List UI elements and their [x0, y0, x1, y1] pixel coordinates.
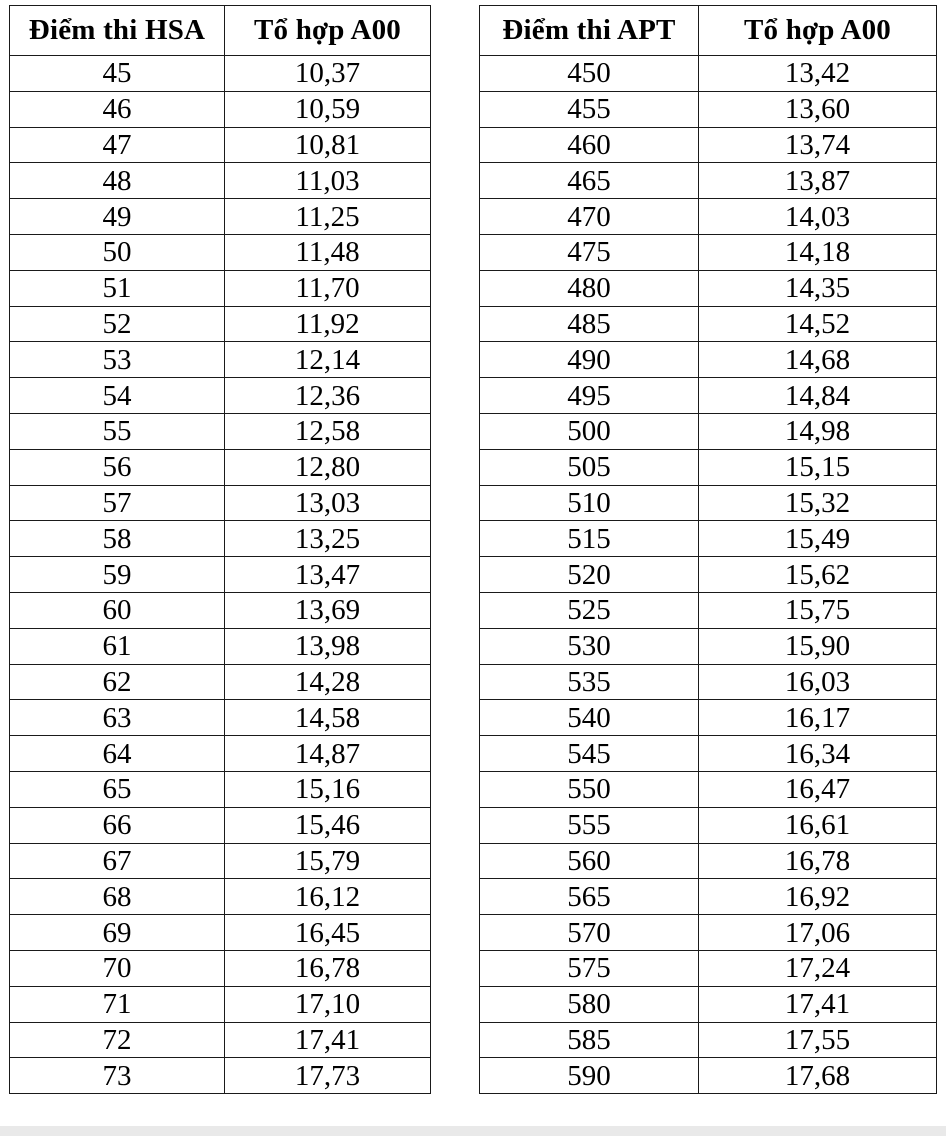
- table-row: [10, 592, 431, 628]
- table-row: [480, 915, 937, 951]
- exam-score-cell: 490: [480, 342, 699, 378]
- exam-score-cell: 460: [480, 127, 699, 163]
- exam-score-cell: 49: [10, 199, 225, 235]
- exam-score-cell: 495: [480, 378, 699, 414]
- table-row: [10, 56, 431, 92]
- a00-score-cell: 15,62: [699, 557, 937, 593]
- table-row: [10, 1022, 431, 1058]
- table-row: [480, 592, 937, 628]
- table-row: [10, 628, 431, 664]
- table-row: [480, 736, 937, 772]
- a00-score-cell: 10,81: [225, 127, 431, 163]
- exam-score-cell: 560: [480, 843, 699, 879]
- exam-score-cell: 73: [10, 1058, 225, 1094]
- a00-score-cell: 17,73: [225, 1058, 431, 1094]
- exam-score-cell: 67: [10, 843, 225, 879]
- table-row: [480, 843, 937, 879]
- exam-score-cell: 450: [480, 56, 699, 92]
- table-row: [480, 449, 937, 485]
- hsa-table-body: [10, 56, 431, 1094]
- a00-score-cell: 17,41: [699, 986, 937, 1022]
- exam-score-cell: 530: [480, 628, 699, 664]
- a00-score-cell: 16,12: [225, 879, 431, 915]
- a00-score-cell: 15,16: [225, 771, 431, 807]
- exam-score-cell: 68: [10, 879, 225, 915]
- table-row: [10, 664, 431, 700]
- table-header-row: [10, 6, 431, 56]
- exam-score-cell: 72: [10, 1022, 225, 1058]
- exam-score-cell: 66: [10, 807, 225, 843]
- exam-score-cell: 575: [480, 950, 699, 986]
- table-row: [10, 199, 431, 235]
- a00-score-cell: 17,41: [225, 1022, 431, 1058]
- a00-score-cell: 14,84: [699, 378, 937, 414]
- a00-score-cell: 13,60: [699, 91, 937, 127]
- table-header-row: [480, 6, 937, 56]
- table-row: [480, 127, 937, 163]
- a00-score-cell: 15,90: [699, 628, 937, 664]
- table-row: [480, 1022, 937, 1058]
- exam-score-cell: 61: [10, 628, 225, 664]
- table-row: [10, 986, 431, 1022]
- table-row: [10, 91, 431, 127]
- exam-score-cell: 60: [10, 592, 225, 628]
- header-apt-score: Điểm thi APT: [480, 6, 699, 56]
- a00-score-cell: 13,47: [225, 557, 431, 593]
- table-row: [10, 306, 431, 342]
- a00-score-cell: 16,61: [699, 807, 937, 843]
- exam-score-cell: 480: [480, 270, 699, 306]
- table-row: [480, 700, 937, 736]
- table-row: [10, 843, 431, 879]
- table-row: [10, 1058, 431, 1094]
- table-row: [10, 378, 431, 414]
- exam-score-cell: 570: [480, 915, 699, 951]
- a00-score-cell: 17,24: [699, 950, 937, 986]
- a00-score-cell: 16,17: [699, 700, 937, 736]
- table-row: [480, 664, 937, 700]
- a00-score-cell: 11,48: [225, 234, 431, 270]
- exam-score-cell: 555: [480, 807, 699, 843]
- table-row: [480, 771, 937, 807]
- a00-score-cell: 11,70: [225, 270, 431, 306]
- table-row: [480, 986, 937, 1022]
- table-row: [480, 557, 937, 593]
- a00-score-cell: 14,87: [225, 736, 431, 772]
- header-a00-combination: Tổ hợp A00: [699, 6, 937, 56]
- table-row: [10, 521, 431, 557]
- table-row: [10, 270, 431, 306]
- exam-score-cell: 505: [480, 449, 699, 485]
- table-row: [10, 163, 431, 199]
- a00-score-cell: 13,98: [225, 628, 431, 664]
- exam-score-cell: 540: [480, 700, 699, 736]
- table-row: [10, 807, 431, 843]
- exam-score-cell: 535: [480, 664, 699, 700]
- a00-score-cell: 10,37: [225, 56, 431, 92]
- table-row: [10, 342, 431, 378]
- a00-score-cell: 16,03: [699, 664, 937, 700]
- a00-score-cell: 12,14: [225, 342, 431, 378]
- table-row: [480, 378, 937, 414]
- a00-score-cell: 14,03: [699, 199, 937, 235]
- exam-score-cell: 585: [480, 1022, 699, 1058]
- a00-score-cell: 16,78: [225, 950, 431, 986]
- exam-score-cell: 57: [10, 485, 225, 521]
- a00-score-cell: 17,10: [225, 986, 431, 1022]
- table-row: [480, 163, 937, 199]
- table-row: [10, 736, 431, 772]
- exam-score-cell: 48: [10, 163, 225, 199]
- a00-score-cell: 16,92: [699, 879, 937, 915]
- exam-score-cell: 510: [480, 485, 699, 521]
- table-row: [10, 771, 431, 807]
- exam-score-cell: 64: [10, 736, 225, 772]
- exam-score-cell: 470: [480, 199, 699, 235]
- table-row: [10, 449, 431, 485]
- a00-score-cell: 10,59: [225, 91, 431, 127]
- table-row: [480, 270, 937, 306]
- a00-score-cell: 11,03: [225, 163, 431, 199]
- a00-score-cell: 14,28: [225, 664, 431, 700]
- exam-score-cell: 52: [10, 306, 225, 342]
- exam-score-cell: 550: [480, 771, 699, 807]
- table-row: [480, 950, 937, 986]
- exam-score-cell: 580: [480, 986, 699, 1022]
- table-row: [480, 807, 937, 843]
- exam-score-cell: 50: [10, 234, 225, 270]
- exam-score-cell: 590: [480, 1058, 699, 1094]
- table-row: [480, 413, 937, 449]
- a00-score-cell: 17,55: [699, 1022, 937, 1058]
- exam-score-cell: 55: [10, 413, 225, 449]
- exam-score-cell: 51: [10, 270, 225, 306]
- table-row: [480, 1058, 937, 1094]
- a00-score-cell: 16,34: [699, 736, 937, 772]
- hsa-conversion-table: [9, 5, 431, 1094]
- table-row: [480, 234, 937, 270]
- a00-score-cell: 13,03: [225, 485, 431, 521]
- table-row: [480, 56, 937, 92]
- header-a00-combination: Tổ hợp A00: [225, 6, 431, 56]
- apt-table-body: [480, 56, 937, 1094]
- table-row: [10, 950, 431, 986]
- exam-score-cell: 525: [480, 592, 699, 628]
- exam-score-cell: 455: [480, 91, 699, 127]
- a00-score-cell: 16,78: [699, 843, 937, 879]
- a00-score-cell: 12,80: [225, 449, 431, 485]
- exam-score-cell: 59: [10, 557, 225, 593]
- exam-score-cell: 58: [10, 521, 225, 557]
- a00-score-cell: 16,45: [225, 915, 431, 951]
- table-row: [10, 557, 431, 593]
- a00-score-cell: 13,69: [225, 592, 431, 628]
- a00-score-cell: 12,36: [225, 378, 431, 414]
- a00-score-cell: 11,25: [225, 199, 431, 235]
- a00-score-cell: 13,42: [699, 56, 937, 92]
- a00-score-cell: 12,58: [225, 413, 431, 449]
- table-row: [10, 234, 431, 270]
- exam-score-cell: 54: [10, 378, 225, 414]
- exam-score-cell: 62: [10, 664, 225, 700]
- exam-score-cell: 475: [480, 234, 699, 270]
- table-row: [10, 485, 431, 521]
- exam-score-cell: 70: [10, 950, 225, 986]
- a00-score-cell: 13,25: [225, 521, 431, 557]
- header-hsa-score: Điểm thi HSA: [10, 6, 225, 56]
- table-row: [10, 915, 431, 951]
- table-row: [480, 879, 937, 915]
- a00-score-cell: 17,06: [699, 915, 937, 951]
- table-row: [480, 485, 937, 521]
- a00-score-cell: 15,79: [225, 843, 431, 879]
- a00-score-cell: 14,18: [699, 234, 937, 270]
- exam-score-cell: 465: [480, 163, 699, 199]
- bottom-divider: [0, 1126, 946, 1136]
- exam-score-cell: 46: [10, 91, 225, 127]
- exam-score-cell: 500: [480, 413, 699, 449]
- exam-score-cell: 63: [10, 700, 225, 736]
- a00-score-cell: 14,35: [699, 270, 937, 306]
- exam-score-cell: 47: [10, 127, 225, 163]
- exam-score-cell: 53: [10, 342, 225, 378]
- exam-score-cell: 56: [10, 449, 225, 485]
- apt-conversion-table: [479, 5, 937, 1094]
- a00-score-cell: 15,49: [699, 521, 937, 557]
- exam-score-cell: 71: [10, 986, 225, 1022]
- table-row: [480, 521, 937, 557]
- table-row: [480, 306, 937, 342]
- a00-score-cell: 14,98: [699, 413, 937, 449]
- exam-score-cell: 65: [10, 771, 225, 807]
- exam-score-cell: 69: [10, 915, 225, 951]
- a00-score-cell: 14,58: [225, 700, 431, 736]
- exam-score-cell: 520: [480, 557, 699, 593]
- a00-score-cell: 11,92: [225, 306, 431, 342]
- table-row: [480, 199, 937, 235]
- a00-score-cell: 14,68: [699, 342, 937, 378]
- exam-score-cell: 515: [480, 521, 699, 557]
- table-row: [480, 628, 937, 664]
- a00-score-cell: 15,75: [699, 592, 937, 628]
- exam-score-cell: 485: [480, 306, 699, 342]
- table-row: [10, 879, 431, 915]
- table-row: [10, 127, 431, 163]
- a00-score-cell: 15,15: [699, 449, 937, 485]
- exam-score-cell: 565: [480, 879, 699, 915]
- table-row: [480, 91, 937, 127]
- table-row: [480, 342, 937, 378]
- a00-score-cell: 16,47: [699, 771, 937, 807]
- a00-score-cell: 14,52: [699, 306, 937, 342]
- a00-score-cell: 17,68: [699, 1058, 937, 1094]
- a00-score-cell: 13,74: [699, 127, 937, 163]
- table-row: [10, 413, 431, 449]
- table-row: [10, 700, 431, 736]
- exam-score-cell: 45: [10, 56, 225, 92]
- a00-score-cell: 13,87: [699, 163, 937, 199]
- a00-score-cell: 15,32: [699, 485, 937, 521]
- exam-score-cell: 545: [480, 736, 699, 772]
- a00-score-cell: 15,46: [225, 807, 431, 843]
